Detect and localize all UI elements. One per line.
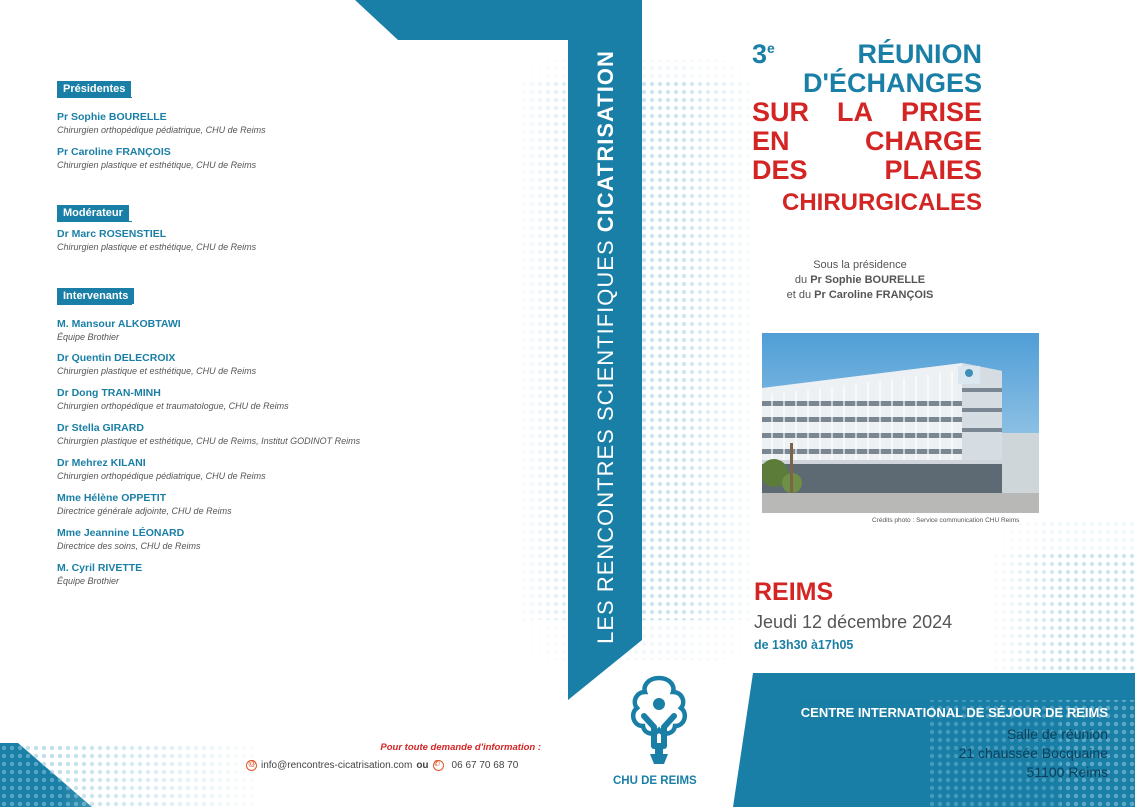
person-name: Mme Hélène OPPETIT [57, 492, 167, 504]
contact-phone[interactable]: 06 67 70 68 70 [451, 760, 519, 771]
title-word: SUR [752, 97, 810, 127]
divider [57, 97, 132, 98]
venue-postal: 51100 Reims [1026, 764, 1108, 780]
person-name: Dr Marc ROSENSTIEL [57, 228, 167, 240]
person-entry [57, 228, 537, 253]
title-word: EN [752, 126, 790, 156]
person-role: Directrice des soins, CHU de Reims [57, 541, 201, 551]
title-sup: e [767, 40, 775, 56]
person-entry [57, 527, 537, 552]
spine-text-bold: CICATRISATION [593, 50, 618, 233]
title-line: CHIRURGICALES [781, 189, 982, 216]
chu-logo-icon [624, 672, 694, 772]
title-word: CHARGE [864, 126, 982, 156]
person-entry [57, 352, 537, 377]
person-role: Chirurgien plastique et esthétique, CHU de Reims [57, 160, 257, 170]
person-name: Mme Jeannine LÉONARD [57, 527, 185, 539]
title-word: DES [752, 155, 808, 185]
event-title [752, 40, 982, 217]
title-word: RÉUNION [857, 39, 982, 69]
venue-room: Salle de réunion [1006, 726, 1108, 742]
contact-joiner: ou [416, 760, 429, 771]
contact-title: Pour toute demande d'information : [380, 742, 541, 753]
person-entry [57, 111, 537, 136]
person-name: M. Mansour ALKOBTAWI [57, 318, 181, 330]
person-role: Chirurgien orthopédique pédiatrique, CHU de Reims [57, 471, 266, 481]
venue-street: 21 chaussée Bocquaine [958, 745, 1108, 761]
chu-logo-label: CHU DE REIMS [613, 775, 697, 787]
divider [57, 304, 132, 305]
person-entry [57, 422, 537, 447]
title-number: 3 [752, 39, 768, 69]
person-role: Directrice générale adjointe, CHU de Reims [57, 506, 232, 516]
person-name: Dr Dong TRAN-MINH [57, 387, 161, 399]
email-icon [246, 760, 257, 771]
section-label-presidentes: Présidentes [57, 81, 131, 97]
person-role: Chirurgien orthopédique pédiatrique, CHU de Reims [57, 125, 266, 135]
person-entry [57, 457, 537, 482]
title-line: D'ÉCHANGES [803, 68, 982, 98]
person-entry [57, 318, 537, 343]
person-role: Chirurgien plastique et esthétique, CHU de Reims [57, 242, 257, 252]
spine-text-light: LES RENCONTRES SCIENTIFIQUES [593, 239, 618, 644]
presidence-block [760, 258, 960, 303]
person-name: Dr Stella GIRARD [57, 422, 144, 434]
person-role: Chirurgien plastique et esthétique, CHU de Reims, Institut GODINOT Reims [57, 436, 361, 446]
presidence-name: Pr Caroline FRANÇOIS [814, 289, 934, 301]
person-entry [57, 492, 537, 517]
presidence-prefix: du [794, 274, 808, 286]
person-role: Chirurgien orthopédique et traumatologue, CHU de Reims [57, 401, 289, 411]
person-name: Pr Caroline FRANÇOIS [57, 146, 171, 158]
event-city: REIMS [754, 578, 834, 606]
spine-title [581, 37, 631, 657]
phone-icon [433, 760, 444, 771]
hospital-building-photo [762, 333, 1039, 513]
divider [57, 221, 132, 222]
person-name: Dr Quentin DELECROIX [57, 352, 176, 364]
title-word: LA [836, 97, 873, 127]
presidence-line: Sous la présidence [813, 259, 907, 271]
contact-email[interactable]: info@rencontres-cicatrisation.com [261, 760, 413, 771]
title-word: PLAIES [884, 155, 982, 185]
person-name: M. Cyril RIVETTE [57, 562, 143, 574]
section-label-intervenants: Intervenants [57, 288, 134, 304]
contact-line [246, 760, 518, 771]
person-name: Dr Mehrez KILANI [57, 457, 146, 469]
event-time: de 13h30 à17h05 [754, 638, 854, 652]
person-entry [57, 562, 537, 587]
title-word: PRISE [900, 97, 982, 127]
person-entry [57, 387, 537, 412]
presidence-prefix: et du [786, 289, 812, 301]
photo-credit: Crédits photo : Service communication CHU Reims [872, 517, 1020, 524]
event-date: Jeudi 12 décembre 2024 [754, 612, 953, 632]
person-role: Équipe Brothier [57, 576, 120, 586]
person-role: Équipe Brothier [57, 332, 120, 342]
person-entry [57, 146, 537, 171]
person-name: Pr Sophie BOURELLE [57, 111, 167, 123]
section-label-moderateur: Modérateur [57, 205, 129, 221]
venue-name: CENTRE INTERNATIONAL DE SÉJOUR DE REIMS [800, 705, 1108, 720]
person-role: Chirurgien plastique et esthétique, CHU de Reims [57, 366, 257, 376]
presidence-name: Pr Sophie BOURELLE [810, 274, 926, 286]
